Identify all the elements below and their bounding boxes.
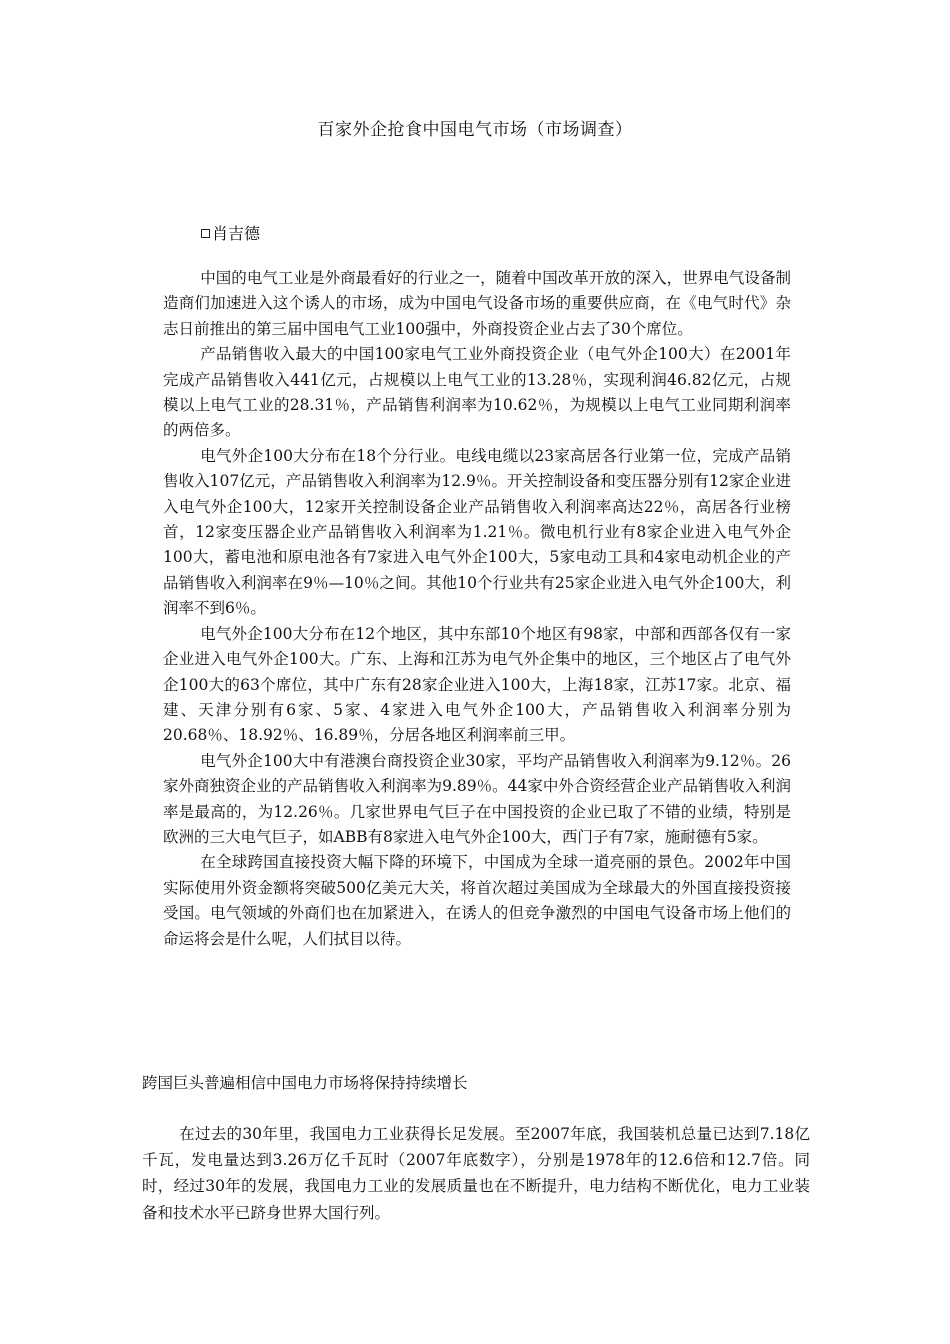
article-body	[163, 266, 791, 952]
section-heading: 跨国巨头普遍相信中国电力市场将保持持续增长	[142, 1074, 468, 1092]
paragraph: 电气外企100大分布在18个分行业。电线电缆以23家高居各行业第一位，完成产品销售收入107亿元，产品销售收入利润率为12.9％。开关控制设备和变压器分别有12家企业进入电气外企100大，12家开关控制设备企业产品销售收入利润率高达22％，高居各行业榜首，12家变压器企业产品销售收入利润率为1.21％。微电机行业有8家企业进入电气外企100大，蓄电池和原电池各有7家进入电气外企100大，5家电动工具和4家电动机企业的产品销售收入利润率在9％—10％之间。其他10个行业共有25家企业进入电气外企100大，利润率不到6％。	[163, 446, 791, 618]
paragraph: 电气外企100大分布在12个地区，其中东部10个地区有98家，中部和西部各仅有一家企业进入电气外企100大。广东、上海和江苏为电气外企集中的地区，三个地区占了电气外企100大的63个席位，其中广东有28家企业进入100大，上海18家，江苏17家。北京、福建、天津分别有6家、5家、4家进入电气外企100大，产品销售收入利润率分别为20.68％、18.92％、16.89％，分居各地区利润率前三甲。	[163, 624, 791, 745]
square-bullet-icon	[201, 229, 210, 238]
page-title: 百家外企抢食中国电气市场（市场调查）	[317, 120, 633, 140]
author-name: 肖吉德	[212, 224, 261, 243]
author-line	[201, 222, 260, 246]
section-body	[142, 1121, 810, 1226]
paragraph: 在过去的30年里，我国电力工业获得长足发展。至2007年底，我国装机总量已达到7.18亿千瓦，发电量达到3.26万亿千瓦时（2007年底数字），分别是1978年的12.6倍和12.7倍。同时，经过30年的发展，我国电力工业的发展质量也在不断提升，电力结构不断优化，电力工业装备和技术水平已跻身世界大国行列。	[142, 1125, 810, 1222]
paragraph: 中国的电气工业是外商最看好的行业之一，随着中国改革开放的深入，世界电气设备制造商们加速进入这个诱人的市场，成为中国电气设备市场的重要供应商，在《电气时代》杂志日前推出的第三届中国电气工业100强中，外商投资企业占去了30个席位。	[163, 269, 791, 338]
paragraph: 在全球跨国直接投资大幅下降的环境下，中国成为全球一道亮丽的景色。2002年中国实际使用外资金额将突破500亿美元大关，将首次超过美国成为全球最大的外国直接投资接受国。电气领域的外商们也在加紧进入，在诱人的但竞争激烈的中国电气设备市场上他们的命运将会是什么呢，人们拭目以待。	[163, 853, 791, 948]
paragraph: 电气外企100大中有港澳台商投资企业30家，平均产品销售收入利润率为9.12％。26家外商独资企业的产品销售收入利润率为9.89％。44家中外合资经营企业产品销售收入利润率是最高的，为12.26％。几家世界电气巨子在中国投资的企业已取了不错的业绩，特别是欧洲的三大电气巨子，如ABB有8家进入电气外企100大，西门子有7家，施耐德有5家。	[163, 751, 791, 846]
paragraph: 产品销售收入最大的中国100家电气工业外商投资企业（电气外企100大）在2001年完成产品销售收入441亿元，占规模以上电气工业的13.28％，实现利润46.82亿元，占规模以上电气工业的28.31％，产品销售利润率为10.62％，为规模以上电气工业同期利润率的两倍多。	[163, 345, 791, 440]
